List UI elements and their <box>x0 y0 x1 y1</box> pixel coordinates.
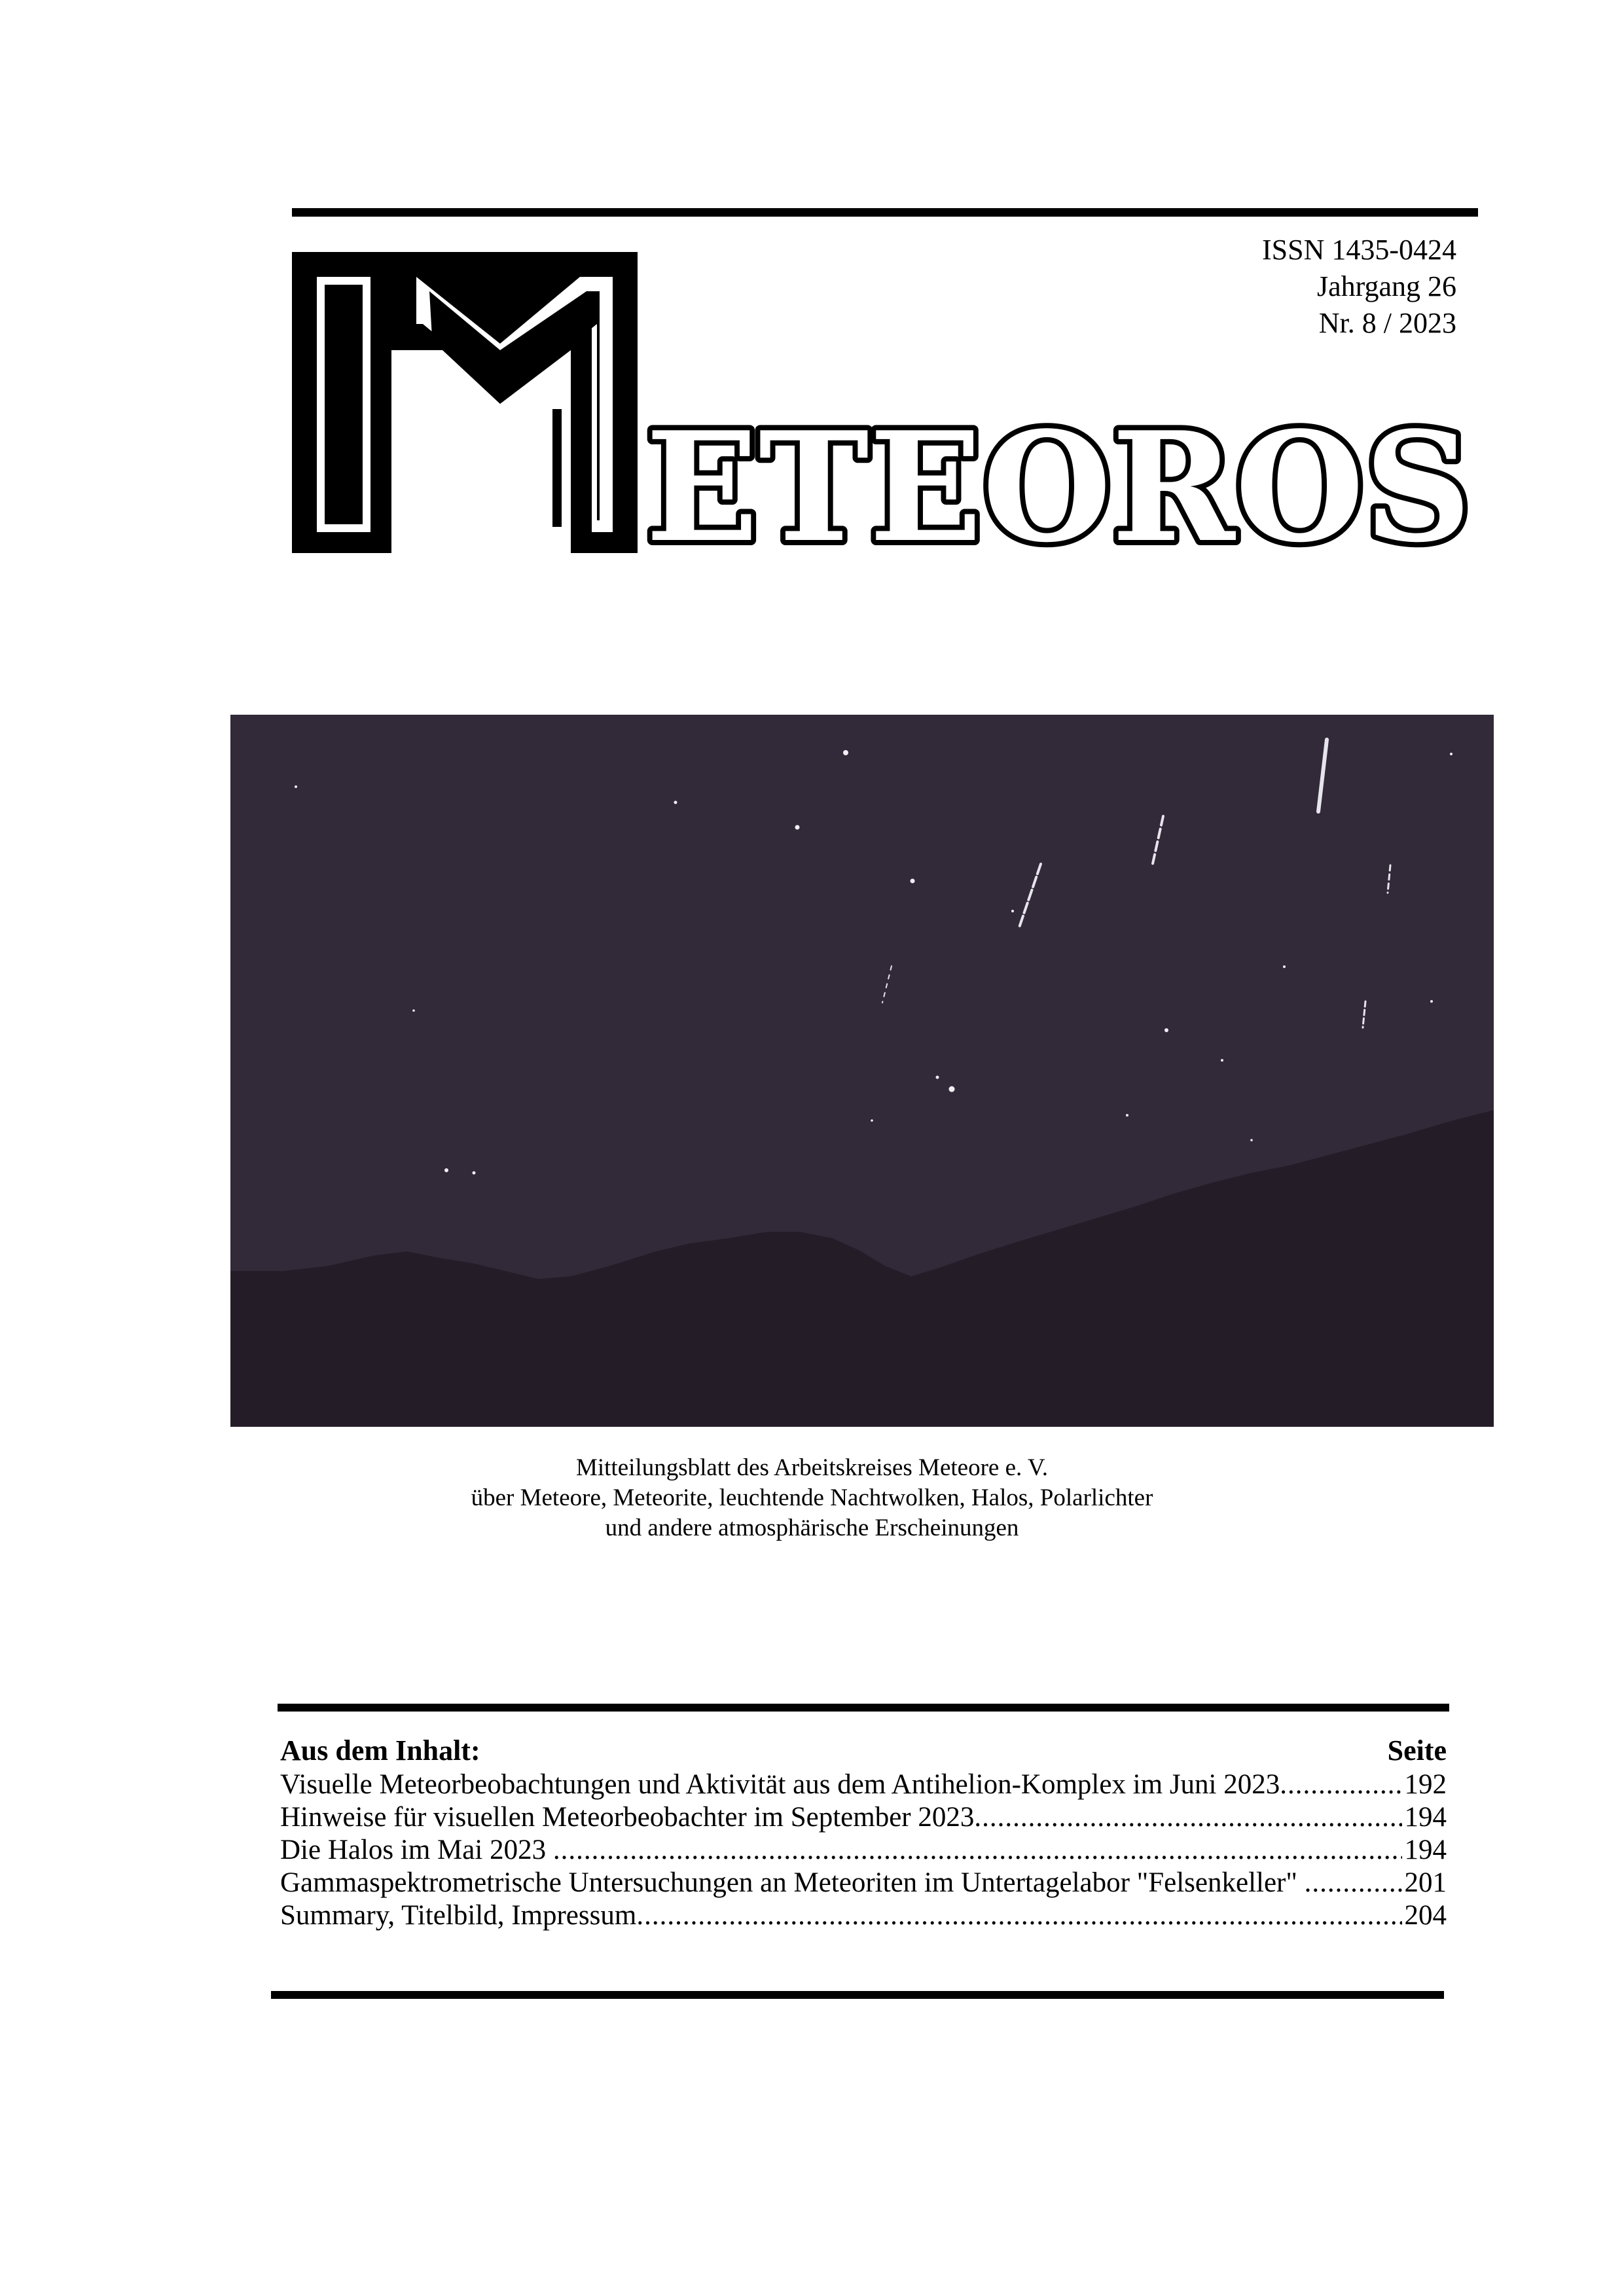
toc-entry-page: 204 <box>1404 1900 1447 1931</box>
subtitle-line-1: Mitteilungsblatt des Arbeitskreises Meteore e. V. <box>575 1454 1049 1481</box>
publication-subtitle <box>0 1453 1624 1543</box>
toc-entry <box>280 1867 1447 1899</box>
issn-label: ISSN 1435-0424 <box>1261 234 1456 266</box>
toc-entry <box>280 1768 1447 1801</box>
toc-leader <box>1305 1867 1402 1899</box>
toc-header <box>280 1733 1447 1768</box>
toc-entry-title: Hinweise für visuellen Meteorbeobachter im September 2023 <box>280 1802 975 1833</box>
toc-leader <box>1280 1768 1401 1801</box>
toc-entry-title: Visuelle Meteorbeobachtungen und Aktivität aus dem Antihelion-Komplex im Juni 2023 <box>280 1769 1280 1800</box>
subtitle-line-2: über Meteore, Meteorite, leuchtende Nachtwolken, Halos, Polarlichter <box>471 1484 1153 1511</box>
toc-entry-title: Die Halos im Mai 2023 <box>280 1835 553 1865</box>
toc-entry-page: 194 <box>1404 1835 1447 1865</box>
table-of-contents <box>280 1733 1447 1932</box>
toc-entry-page: 194 <box>1404 1802 1447 1833</box>
toc-entry <box>280 1834 1447 1867</box>
cover-photo <box>230 715 1494 1427</box>
volume-label: Jahrgang 26 <box>1316 270 1456 302</box>
toc-leader <box>974 1801 1401 1834</box>
toc-entry-title: Summary, Titelbild, Impressum <box>280 1900 637 1931</box>
masthead-top-rule <box>292 208 1478 217</box>
toc-page-heading: Seite <box>1387 1734 1447 1767</box>
toc-leader <box>553 1834 1402 1867</box>
toc-entry-page: 201 <box>1404 1867 1447 1898</box>
toc-entry <box>280 1899 1447 1932</box>
subtitle-line-3: und andere atmosphärische Erscheinungen <box>605 1515 1019 1541</box>
toc-entry <box>280 1801 1447 1834</box>
night-sky-meteor-photo <box>230 715 1494 1427</box>
toc-top-rule <box>278 1704 1449 1712</box>
masthead-title: ETEOROS <box>645 399 1471 553</box>
issue-number-label: Nr. 8 / 2023 <box>1318 307 1456 339</box>
toc-bottom-rule <box>271 1991 1444 1999</box>
toc-heading: Aus dem Inhalt: <box>280 1734 480 1767</box>
toc-entry-page: 192 <box>1404 1769 1447 1800</box>
toc-entry-title: Gammaspektrometrische Untersuchungen an Meteoriten im Untertagelabor "Felsenkeller" <box>280 1867 1305 1898</box>
meteoros-logo <box>292 252 1478 553</box>
toc-leader <box>636 1899 1401 1932</box>
monogram-m-icon <box>292 252 638 553</box>
